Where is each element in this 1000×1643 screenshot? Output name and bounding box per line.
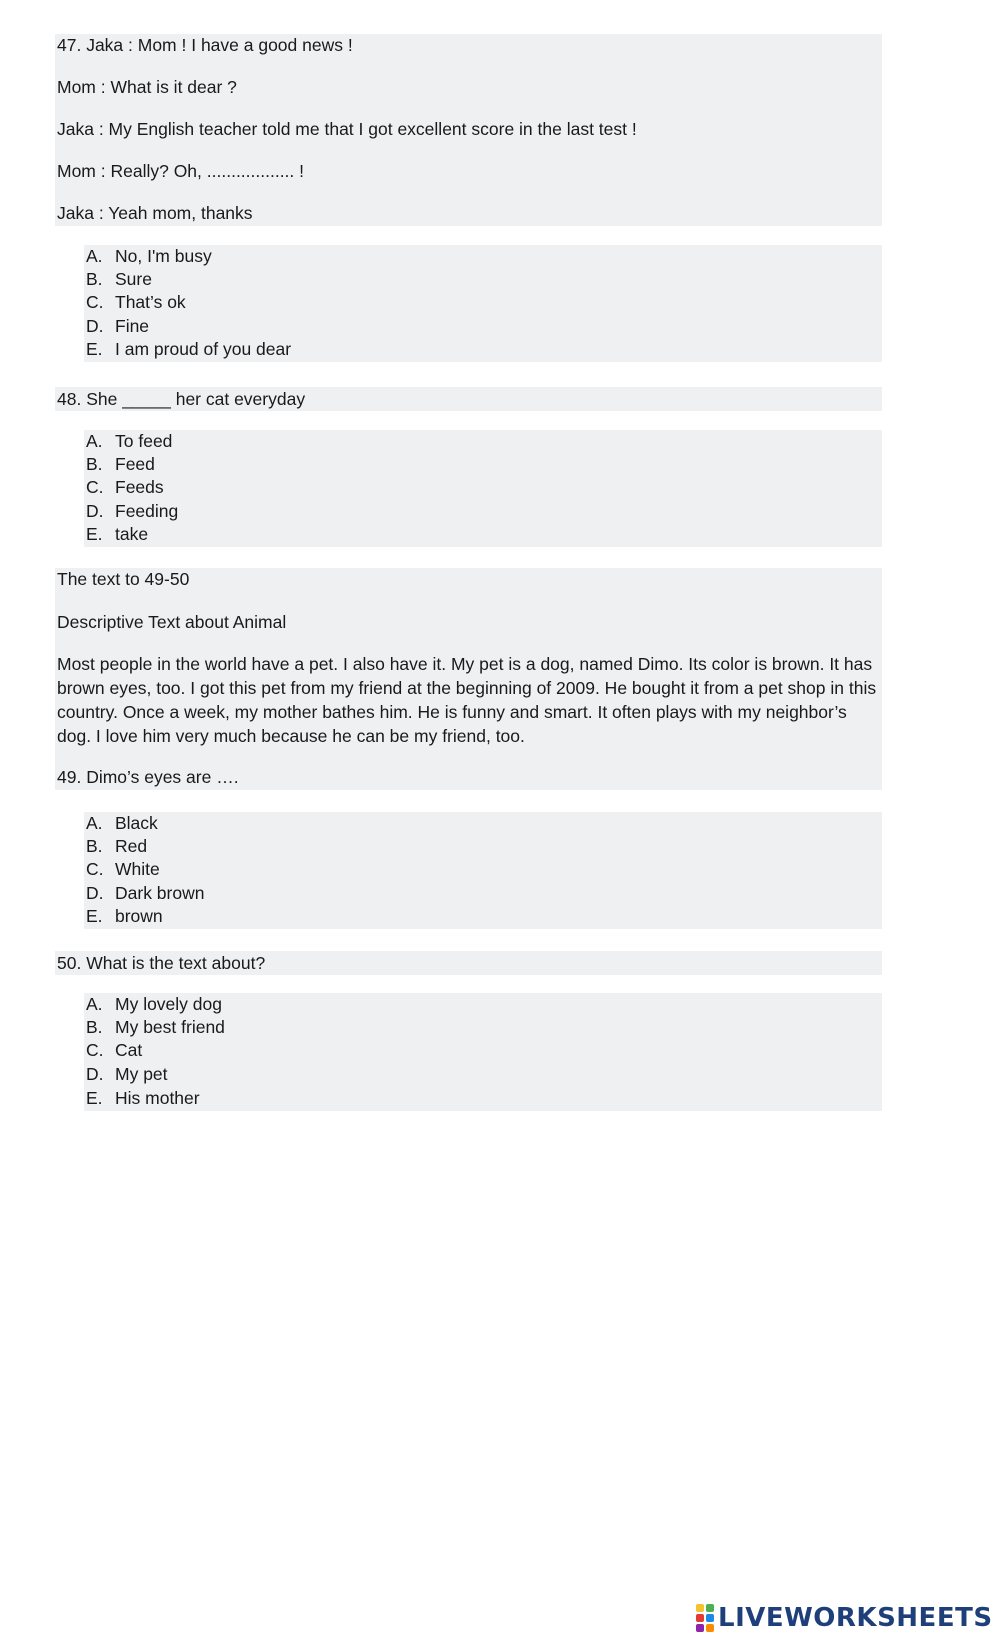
option-letter: C. [86,292,104,312]
option-text: Cat [115,1040,143,1060]
option-text: Feeding [115,501,179,521]
logo-square [706,1614,714,1622]
logo-square [696,1624,704,1632]
reading-paragraph: Most people in the world have a pet. I also have it. My pet is a dog, named Dimo. Its color is brown. It has brown eyes, too. I got this pet from my friend at the beginning of 2009. He bought it from a pet shop in this country. Once a week, my mother bathes him. He is funny and smart. It often plays with my neighbor’s dog. I love him very much because he can be my friend, too. [57,654,877,746]
logo-square [706,1604,714,1612]
option-text: take [115,524,149,544]
q50-option-b[interactable] [86,1016,225,1038]
option-text: Sure [115,269,152,289]
option-letter: D. [86,883,104,903]
q48-option-d[interactable] [86,500,178,522]
q50-options [84,993,882,1111]
q49-option-c[interactable] [86,858,160,880]
option-text: To feed [115,431,173,451]
q48-options [84,430,882,547]
logo-square [706,1624,714,1632]
option-text: I am proud of you dear [115,339,292,359]
q47-option-e[interactable] [86,338,291,360]
q50-option-a[interactable] [86,993,222,1015]
option-letter: B. [86,269,103,289]
logo-mark-icon [696,1604,714,1632]
question-48-block [55,387,882,411]
option-letter: E. [86,339,103,359]
liveworksheets-logo[interactable] [696,1603,993,1633]
option-letter: A. [86,246,103,266]
option-letter: B. [86,836,103,856]
q47-option-b[interactable] [86,268,152,290]
reading-intro: The text to 49-50 [57,569,190,589]
q47-options [84,245,882,362]
option-letter: B. [86,1017,103,1037]
q50-question: 50. What is the text about? [57,953,266,973]
option-text: Feed [115,454,155,474]
q48-option-e[interactable] [86,523,148,545]
q47-line-1: 47. Jaka : Mom ! I have a good news ! [57,35,353,55]
option-text: Dark brown [115,883,205,903]
option-letter: D. [86,316,104,336]
option-text: Fine [115,316,150,336]
option-text: My pet [115,1064,168,1084]
q47-line-2: Mom : What is it dear ? [57,77,237,97]
question-50-block [55,951,882,975]
q47-option-c[interactable] [86,291,186,313]
q49-option-e[interactable] [86,905,163,927]
logo-text: LIVEWORKSHEETS [718,1603,993,1633]
q48-option-b[interactable] [86,453,155,475]
q48-option-c[interactable] [86,476,164,498]
option-letter: C. [86,859,104,879]
option-letter: E. [86,524,103,544]
option-text: brown [115,906,163,926]
option-letter: D. [86,1064,104,1084]
option-text: My lovely dog [115,994,222,1014]
option-text: His mother [115,1088,200,1108]
option-letter: A. [86,994,103,1014]
q50-option-d[interactable] [86,1063,168,1085]
option-letter: E. [86,1088,103,1108]
q47-line-5: Jaka : Yeah mom, thanks [57,203,253,223]
question-47-block [55,34,882,226]
logo-square [696,1614,704,1622]
option-text: My best friend [115,1017,225,1037]
option-letter: E. [86,906,103,926]
q49-option-d[interactable] [86,882,204,904]
option-letter: A. [86,813,103,833]
logo-square [696,1604,704,1612]
q50-option-c[interactable] [86,1039,142,1061]
option-text: Black [115,813,158,833]
q47-option-a[interactable] [86,245,212,267]
option-letter: B. [86,454,103,474]
q48-question: 48. She _____ her cat everyday [57,389,306,409]
q49-question: 49. Dimo’s eyes are …. [57,767,239,787]
option-letter: C. [86,1040,104,1060]
q47-option-d[interactable] [86,315,149,337]
q49-option-a[interactable] [86,812,158,834]
q49-options [84,812,882,929]
option-text: That’s ok [115,292,186,312]
option-text: Feeds [115,477,164,497]
reading-title: Descriptive Text about Animal [57,612,287,632]
q49-option-b[interactable] [86,835,147,857]
option-letter: C. [86,477,104,497]
q50-option-e[interactable] [86,1087,200,1109]
option-text: No, I'm busy [115,246,212,266]
q47-line-3: Jaka : My English teacher told me that I got excellent score in the last test ! [57,119,637,139]
q47-line-4: Mom : Really? Oh, .................. ! [57,161,305,181]
option-text: White [115,859,160,879]
option-letter: A. [86,431,103,451]
option-letter: D. [86,501,104,521]
q48-option-a[interactable] [86,430,172,452]
option-text: Red [115,836,148,856]
reading-block [55,568,882,790]
